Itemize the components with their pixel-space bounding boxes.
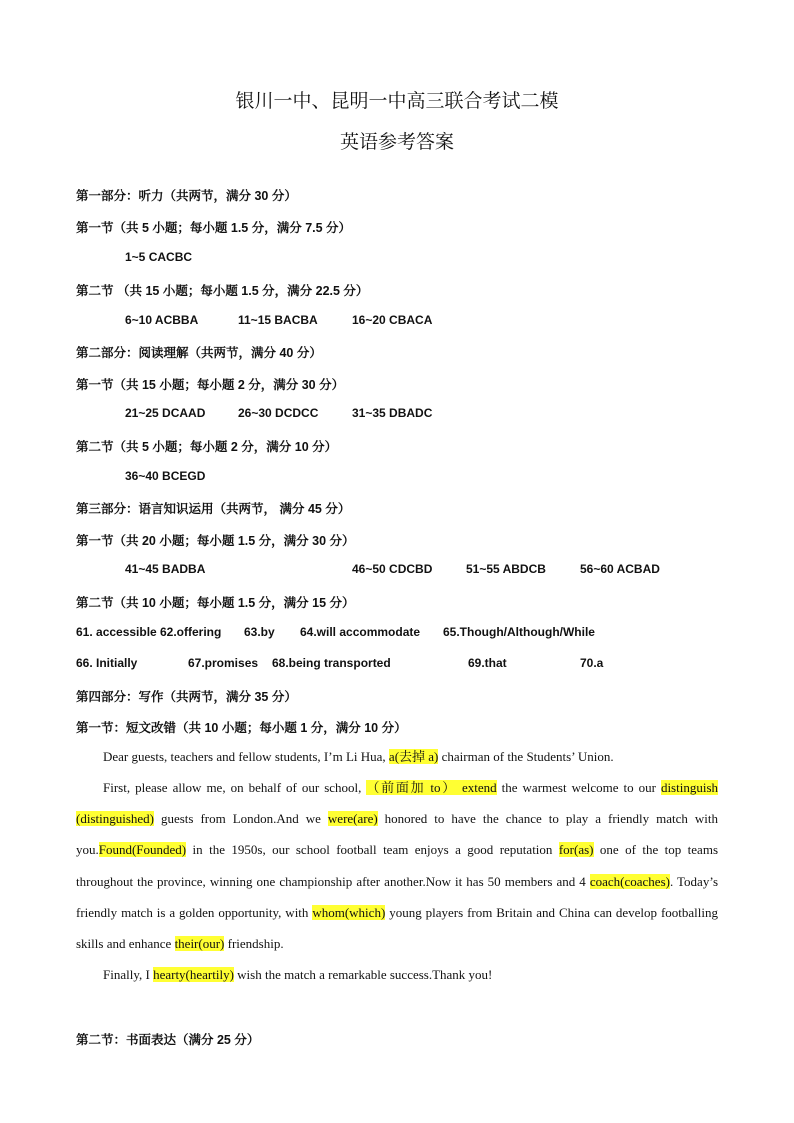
part4-heading: 第四部分：写作（共两节，满分 35 分） bbox=[76, 690, 297, 704]
essay-text: First, please allow me, on behalf of our school, bbox=[103, 780, 367, 795]
fill-answer: 67.promises bbox=[188, 656, 259, 670]
fill-answer: 63.by bbox=[244, 625, 275, 639]
fill-answer: 61. accessible bbox=[76, 625, 157, 639]
answer-group: 1~5 CACBC bbox=[125, 250, 193, 264]
fill-answer: 68.being transported bbox=[272, 656, 391, 670]
correction-highlight: （前面加 to） extend bbox=[366, 780, 497, 795]
part3-heading: 第三部分：语言知识运用（共两节， 满分 45 分） bbox=[76, 502, 351, 516]
essay-text: young players from Britain and China can develop footballing skills and enhance bbox=[76, 904, 719, 952]
document-subtitle: 英语参考答案 bbox=[339, 131, 454, 153]
answer-group: 11~15 BACBA bbox=[238, 313, 318, 327]
answer-group: 56~60 ACBAD bbox=[580, 562, 660, 576]
essay-text: guests from London.And we bbox=[154, 811, 328, 827]
answer-group: 16~20 CBACA bbox=[352, 313, 433, 327]
correction-highlight: Found(Founded) bbox=[98, 842, 187, 858]
answer-group: 6~10 ACBBA bbox=[125, 313, 199, 327]
answer-group: 26~30 DCDCC bbox=[238, 406, 319, 420]
part1-section1-heading: 第一节（共 5 小题；每小题 1.5 分，满分 7.5 分） bbox=[76, 221, 352, 235]
part2-section1-heading: 第一节（共 15 小题；每小题 2 分，满分 30 分） bbox=[76, 378, 345, 392]
fill-answer: 66. Initially bbox=[76, 656, 138, 670]
correction-highlight: a(去掉 a) bbox=[388, 749, 439, 764]
essay-text: in the 1950s, our school football team enjoys a good reputation bbox=[186, 842, 559, 858]
essay-text: Finally, I bbox=[103, 967, 154, 982]
correction-highlight: distinguish (distinguished) bbox=[76, 780, 719, 827]
document-title: 银川一中、昆明一中高三联合考试二模 bbox=[235, 90, 559, 112]
correction-highlight: coach(coaches) bbox=[589, 873, 670, 889]
answer-group: 51~55 ABDCB bbox=[466, 562, 546, 576]
fill-answer: 65.Though/Although/While bbox=[443, 625, 595, 639]
correction-highlight: hearty(heartily) bbox=[153, 967, 234, 982]
essay-text: wish the match a remarkable success.Thank you! bbox=[233, 967, 493, 982]
part2-heading: 第二部分：阅读理解（共两节，满分 40 分） bbox=[76, 346, 322, 360]
essay-text: one of the top teams throughout the province, winning one championship after another.Now it has 50 members and 4 bbox=[76, 842, 719, 889]
correction-highlight: their(our) bbox=[174, 936, 225, 952]
fill-answer: 64.will accommodate bbox=[300, 625, 421, 639]
answer-group: 36~40 BCEGD bbox=[125, 469, 206, 483]
essay-text: the warmest welcome to our bbox=[496, 780, 661, 795]
essay-paragraph bbox=[76, 959, 718, 990]
part3-section2-heading: 第二节（共 10 小题；每小题 1.5 分，满分 15 分） bbox=[76, 596, 355, 610]
essay-paragraph bbox=[76, 741, 718, 772]
correction-highlight: whom(which) bbox=[312, 904, 386, 920]
fill-answer: 62.offering bbox=[160, 625, 222, 639]
part1-section2-heading: 第二节 （共 15 小题；每小题 1.5 分，满分 22.5 分） bbox=[76, 284, 369, 298]
answer-group: 41~45 BADBA bbox=[125, 562, 206, 576]
essay-text: honored to have the chance to play a friendly match with you. bbox=[76, 811, 718, 858]
part4-section1-heading: 第一节：短文改错（共 10 小题；每小题 1 分，满分 10 分） bbox=[76, 721, 407, 735]
part1-heading: 第一部分：听力（共两节，满分 30 分） bbox=[76, 189, 297, 203]
part2-section2-heading: 第二节（共 5 小题；每小题 2 分，满分 10 分） bbox=[76, 440, 338, 454]
answer-group: 21~25 DCAAD bbox=[125, 406, 206, 420]
fill-answer: 69.that bbox=[468, 656, 507, 670]
essay-text: chairman of the Students’ Union. bbox=[438, 749, 614, 764]
correction-highlight: were(are) bbox=[327, 811, 378, 827]
part3-section1-heading: 第一节（共 20 小题；每小题 1.5 分，满分 30 分） bbox=[76, 534, 355, 548]
essay-text: Dear guests, teachers and fellow students, I’m Li Hua, bbox=[103, 749, 389, 764]
essay-text: . Today’s friendly match is a golden opportunity, with bbox=[76, 873, 718, 920]
answer-group: 31~35 DBADC bbox=[352, 406, 433, 420]
fill-answer: 70.a bbox=[580, 656, 604, 670]
part4-section2-heading: 第二节：书面表达（满分 25 分） bbox=[76, 1033, 260, 1047]
answer-group: 46~50 CDCBD bbox=[352, 562, 433, 576]
essay-paragraph bbox=[76, 772, 718, 959]
essay-text: friendship. bbox=[224, 936, 284, 952]
correction-highlight: for(as) bbox=[558, 842, 594, 858]
